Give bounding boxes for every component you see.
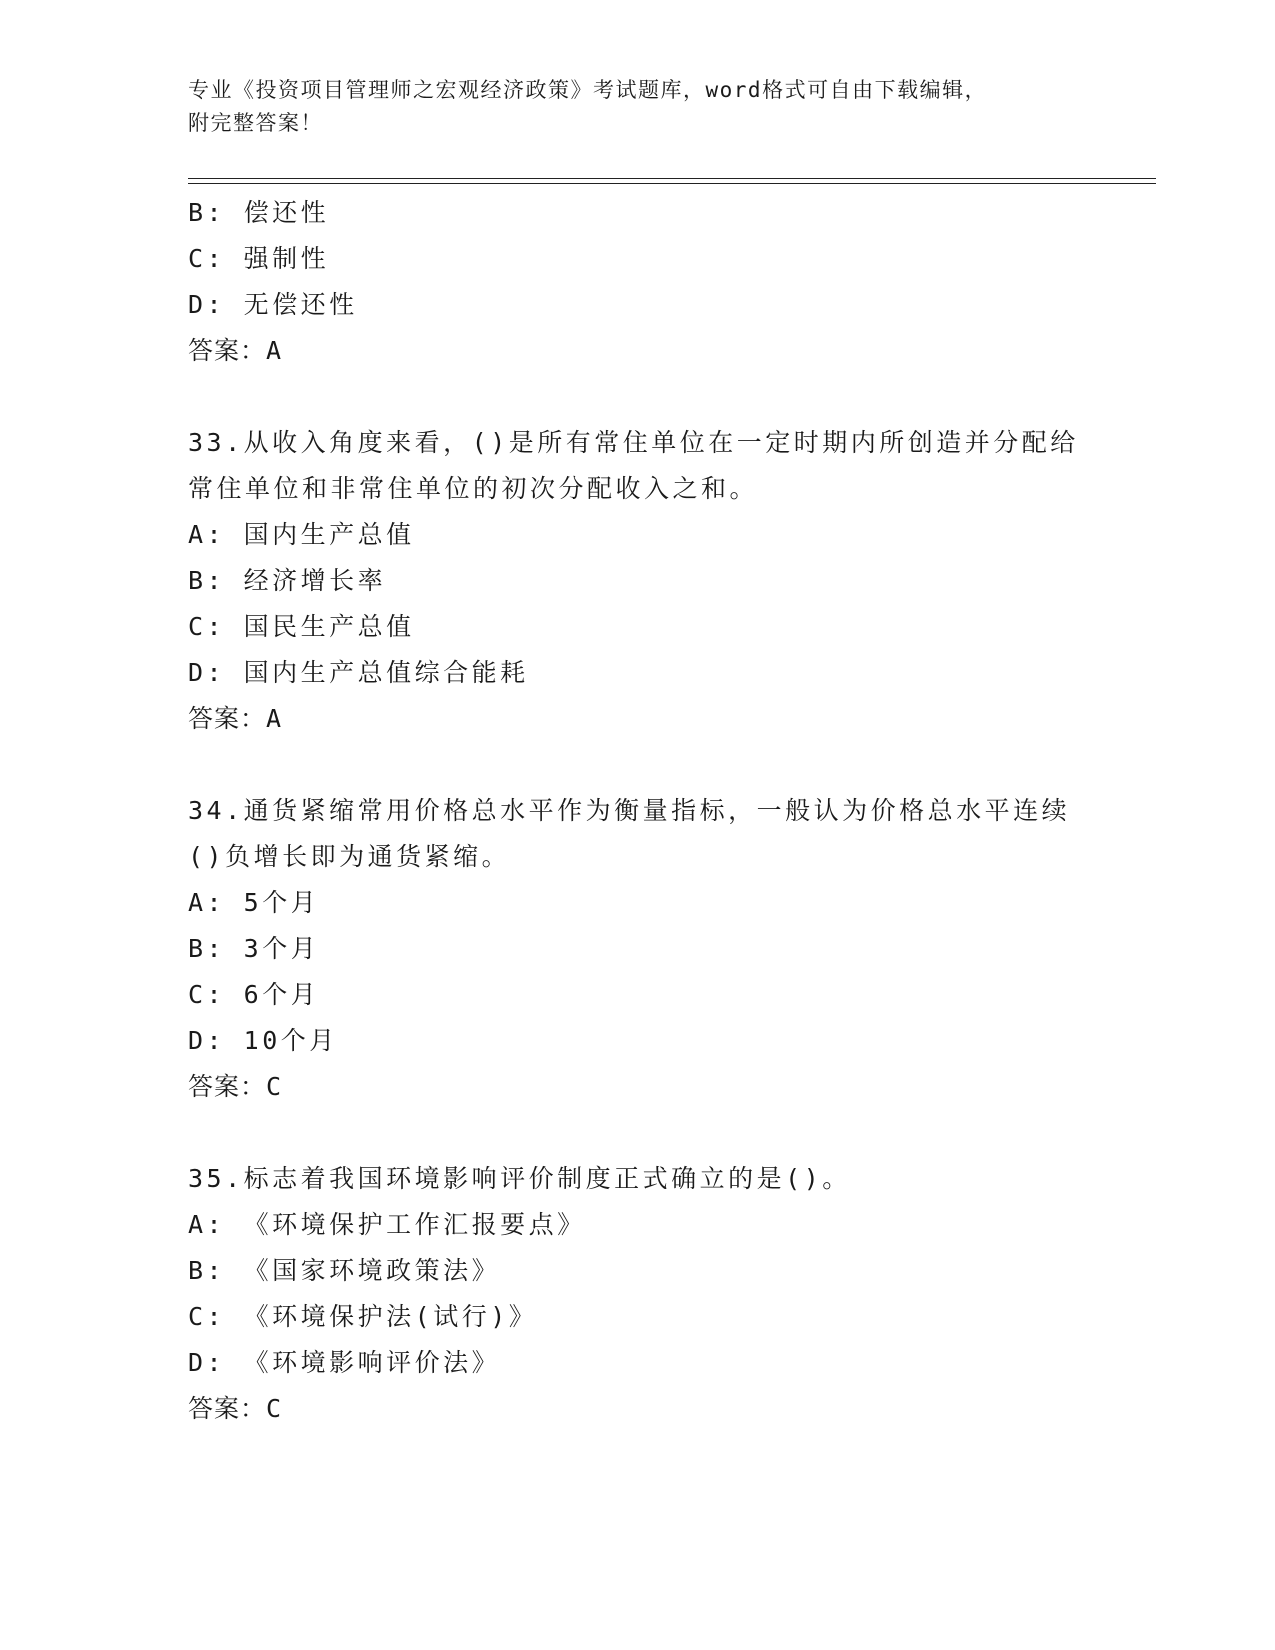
answer-line bbox=[188, 1064, 1088, 1110]
question-stem-line: ()负增长即为通货紧缩。 bbox=[188, 842, 511, 871]
question-stem-line: 35.标志着我国环境影响评价制度正式确立的是()。 bbox=[188, 1164, 851, 1193]
answer-value: A bbox=[266, 704, 283, 733]
question-block-33 bbox=[188, 420, 1088, 742]
option-c: C: 6个月 bbox=[188, 980, 320, 1009]
option-d: D: 国内生产总值综合能耗 bbox=[188, 658, 529, 687]
answer-line bbox=[188, 1386, 1088, 1432]
question-stem-line: 常住单位和非常住单位的初次分配收入之和。 bbox=[188, 474, 759, 503]
option-b: B: 3个月 bbox=[188, 934, 320, 963]
answer-value: C bbox=[266, 1072, 283, 1101]
question-stem bbox=[188, 420, 1088, 512]
option-a: A: 5个月 bbox=[188, 888, 320, 917]
header-divider-bottom bbox=[188, 183, 1156, 184]
answer-label: 答案： bbox=[188, 1072, 267, 1101]
option-c: C: 《环境保护法(试行)》 bbox=[188, 1302, 538, 1331]
option-a: A: 《环境保护工作汇报要点》 bbox=[188, 1210, 586, 1239]
question-list bbox=[188, 190, 1088, 1432]
answer-label: 答案： bbox=[188, 1394, 267, 1423]
answer-label: 答案： bbox=[188, 704, 267, 733]
question-block-35 bbox=[188, 1156, 1088, 1432]
spacer bbox=[188, 1110, 1088, 1156]
option-d: D: 《环境影响评价法》 bbox=[188, 1348, 501, 1377]
option-b: B: 偿还性 bbox=[188, 198, 330, 227]
option-d: D: 10个月 bbox=[188, 1026, 338, 1055]
answer-line bbox=[188, 696, 1088, 742]
header-divider-top bbox=[188, 178, 1156, 179]
spacer bbox=[188, 374, 1088, 420]
answer-value: A bbox=[266, 336, 283, 365]
header-line-2: 附完整答案！ bbox=[188, 111, 323, 135]
question-block-partial bbox=[188, 190, 1088, 374]
option-c: C: 国民生产总值 bbox=[188, 612, 415, 641]
answer-label: 答案： bbox=[188, 336, 267, 365]
header-line-1: 专业《投资项目管理师之宏观经济政策》考试题库，word格式可自由下载编辑， bbox=[188, 78, 988, 102]
answer-line bbox=[188, 328, 1088, 374]
option-d: D: 无偿还性 bbox=[188, 290, 358, 319]
option-a: A: 国内生产总值 bbox=[188, 520, 415, 549]
option-b: B: 《国家环境政策法》 bbox=[188, 1256, 501, 1285]
spacer bbox=[188, 742, 1088, 788]
question-stem bbox=[188, 788, 1088, 880]
question-stem-line: 34.通货紧缩常用价格总水平作为衡量指标，一般认为价格总水平连续 bbox=[188, 796, 1071, 825]
document-header bbox=[188, 74, 1088, 140]
option-c: C: 强制性 bbox=[188, 244, 330, 273]
answer-value: C bbox=[266, 1394, 283, 1423]
question-block-34 bbox=[188, 788, 1088, 1110]
option-b: B: 经济增长率 bbox=[188, 566, 387, 595]
question-stem bbox=[188, 1156, 1088, 1202]
question-stem-line: 33.从收入角度来看，()是所有常住单位在一定时期内所创造并分配给 bbox=[188, 428, 1079, 457]
